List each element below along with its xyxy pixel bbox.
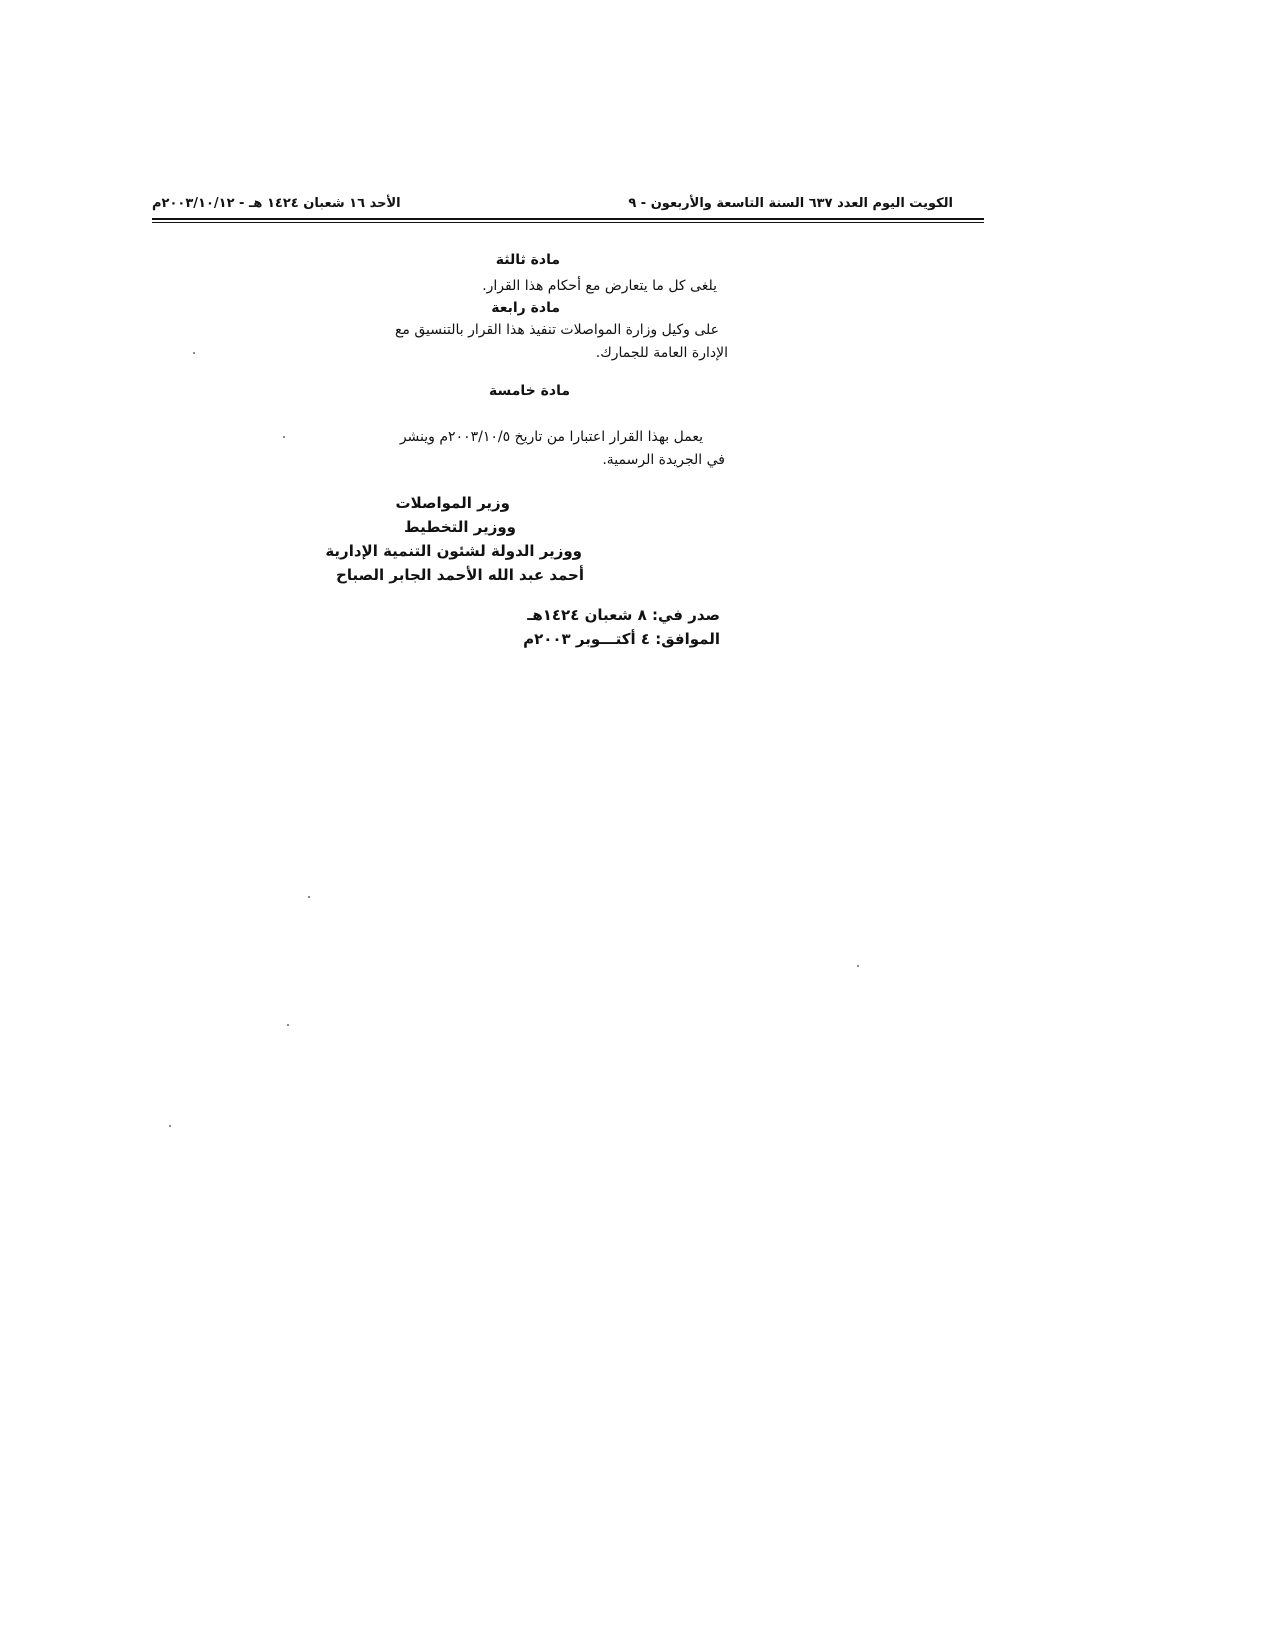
header-issue-info: الكويت اليوم العدد ٦٣٧ السنة التاسعة والأربعون - ٩ <box>628 196 953 211</box>
signature-name: أحمد عبد الله الأحمد الجابر الصباح <box>336 566 584 584</box>
header-rule-thin <box>152 222 984 223</box>
article-5-title: مادة خامسة <box>489 383 570 399</box>
issued-hijri-date: صدر في: ٨ شعبان ١٤٢٤هـ <box>527 606 720 624</box>
article-4-line-1: على وكيل وزارة المواصلات تنفيذ هذا القرار بالتنسيق مع <box>394 322 719 338</box>
article-5-line-2: في الجريدة الرسمية. <box>602 452 725 468</box>
issued-gregorian-date: الموافق: ٤ أكتـــوبر ٢٠٠٣م <box>523 630 720 648</box>
signature-minister-communications: وزير المواصلات <box>395 494 510 512</box>
article-5-line-1: يعمل بهذا القرار اعتبارا من تاريخ ٢٠٠٣/١٠/٥م وينشر <box>399 429 703 445</box>
article-4-line-2: الإدارة العامة للجمارك. <box>595 345 728 361</box>
scan-speck <box>287 1024 289 1026</box>
signature-minister-planning: ووزير التخطيط <box>404 518 516 536</box>
scan-speck <box>857 965 859 967</box>
header-date: الأحد ١٦ شعبان ١٤٢٤ هـ - ٢٠٠٣/١٠/١٢م <box>152 196 401 211</box>
article-3-title: مادة ثالثة <box>495 252 560 268</box>
scan-speck <box>193 352 195 354</box>
article-4-title: مادة رابعة <box>491 300 560 316</box>
signature-minister-state-admin: ووزير الدولة لشئون التنمية الإدارية <box>325 542 582 560</box>
scan-speck <box>169 1125 171 1127</box>
scan-speck <box>283 436 285 438</box>
header-rule-thick <box>152 218 984 220</box>
article-3-text: يلغى كل ما يتعارض مع أحكام هذا القرار. <box>482 278 717 294</box>
scan-speck <box>308 896 310 898</box>
